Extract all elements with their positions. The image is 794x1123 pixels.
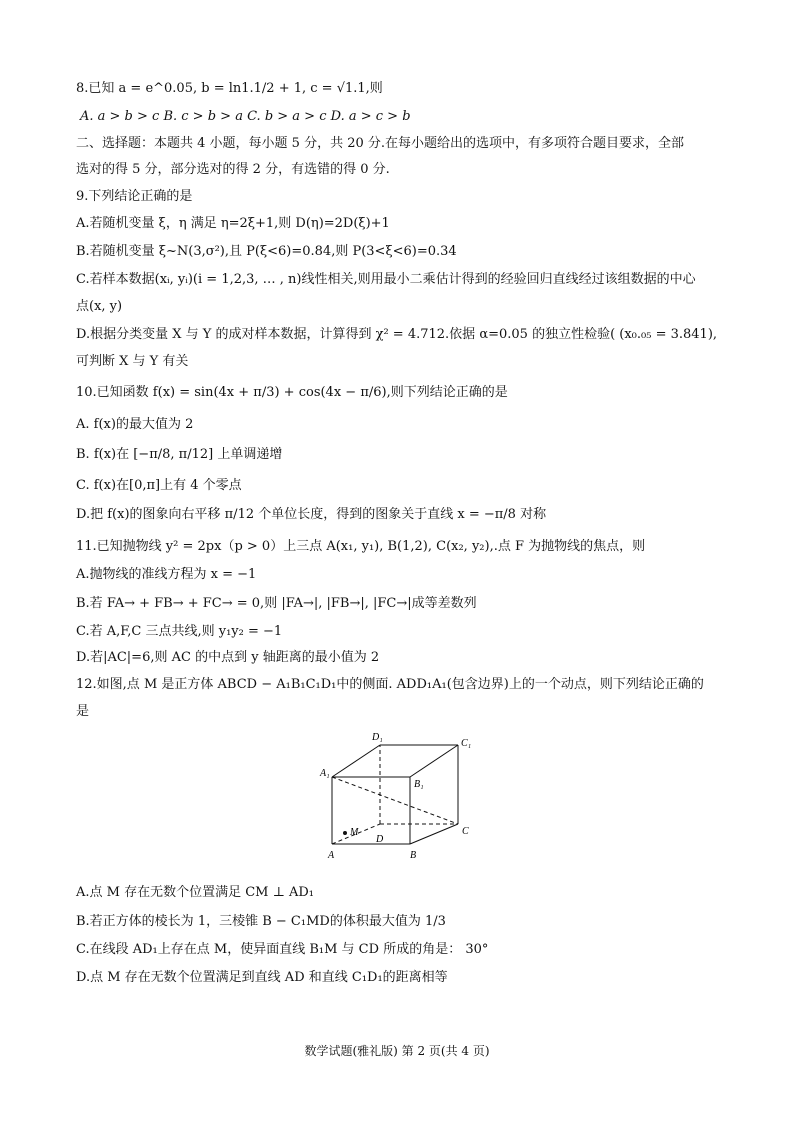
q12-option-a: A.点 M 存在无数个位置满足 CM ⊥ AD₁ [76, 885, 314, 900]
q12-option-d: D.点 M 存在无数个位置满足到直线 AD 和直线 C₁D₁的距离相等 [76, 970, 448, 985]
q11-option-c: C.若 A,F,C 三点共线,则 y₁y₂ = −1 [76, 624, 283, 639]
q10-option-d: D.把 f(x)的图象向右平移 π/12 个单位长度，得到的图象关于直线 x = −π/8 对称 [76, 507, 547, 522]
q9-option-d-line1: D.根据分类变量 X 与 Y 的成对样本数据，计算得到 χ² = 4.712.依据 α=0.05 的独立性检验( (x₀.₀₅ = 3.841), [76, 327, 718, 342]
q9-option-d-line2: 可判断 X 与 Y 有关 [76, 354, 189, 369]
q10-option-c: C. f(x)在[0,π]上有 4 个零点 [76, 478, 242, 493]
q11-option-d: D.若|AC|=6,则 AC 的中点到 y 轴距离的最小值为 2 [76, 650, 380, 665]
label-a1: A₁ [320, 768, 330, 779]
edge-bc [410, 824, 458, 844]
q9-stem: 9.下列结论正确的是 [76, 189, 193, 204]
label-b1: B₁ [414, 779, 424, 790]
label-d1: D₁ [372, 732, 383, 743]
label-c1: C₁ [461, 738, 472, 749]
label-a: A [328, 850, 335, 861]
section2-line2: 选对的得 5 分，部分选对的得 2 分，有选错的得 0 分. [76, 162, 390, 177]
label-d: D [376, 834, 384, 845]
q10-option-a: A. f(x)的最大值为 2 [76, 417, 194, 432]
edge-a1d1 [332, 745, 380, 777]
q8-stem: 8.已知 a = e^0.05, b = ln1.1/2 + 1, c = √1.1,则 [76, 81, 383, 96]
q12-option-c: C.在线段 AD₁上存在点 M，使异面直线 B₁M 与 CD 所成的角是： 30° [76, 942, 489, 957]
edge-b1c1 [410, 745, 458, 777]
q12-stem-line1: 12.如图,点 M 是正方体 ABCD − A₁B₁C₁D₁中的侧面. ADD₁A₁(包含边界)上的一个动点，则下列结论正确的 [76, 677, 704, 692]
q11-stem: 11.已知抛物线 y² = 2px（p > 0）上三点 A(x₁, y₁), B(1,2), C(x₂, y₂),.点 F 为抛物线的焦点，则 [76, 539, 646, 554]
label-b: B [410, 850, 417, 861]
q11-option-a: A.抛物线的准线方程为 x = −1 [76, 567, 257, 582]
q10-option-b: B. f(x)在 [−π/8, π/12] 上单调递增 [76, 447, 283, 462]
q9-option-a: A.若随机变量 ξ，η 满足 η=2ξ+1,则 D(η)=2D(ξ)+1 [76, 216, 390, 231]
q10-stem: 10.已知函数 f(x) = sin(4x + π/3) + cos(4x − π/6),则下列结论正确的是 [76, 385, 508, 400]
q12-option-b: B.若正方体的棱长为 1，三棱锥 B − C₁MD的体积最大值为 1/3 [76, 914, 446, 929]
q12-stem-line2: 是 [76, 704, 90, 719]
cube-figure [310, 724, 490, 880]
q9-option-b: B.若随机变量 ξ~N(3,σ²),且 P(ξ<6)=0.84,则 P(3<ξ<6)=0.34 [76, 244, 457, 259]
diagonal-a1c-hidden [332, 777, 458, 824]
label-c: C [462, 826, 469, 837]
label-m: M [350, 827, 359, 838]
q11-option-b: B.若 FA→ + FB→ + FC→ = 0,则 |FA→|, |FB→|, |FC→|成等差数列 [76, 596, 477, 611]
q8-options: A. a > b > c B. c > b > a C. b > a > c D. a > c > b [80, 109, 411, 124]
section2-line1: 二、选择题：本题共 4 小题，每小题 5 分，共 20 分.在每小题给出的选项中，有多项符合题目要求，全部 [76, 136, 685, 151]
point-m [343, 831, 347, 835]
q9-option-c-line2: 点(x, y) [76, 299, 123, 314]
q9-option-c-line1: C.若样本数据(xᵢ, yᵢ)(i = 1,2,3, … , n)线性相关,则用最小二乘估计得到的经验回归直线经过该组数据的中心 [76, 272, 696, 287]
page-footer: 数学试题(雅礼版) 第 2 页(共 4 页) [304, 1044, 490, 1058]
